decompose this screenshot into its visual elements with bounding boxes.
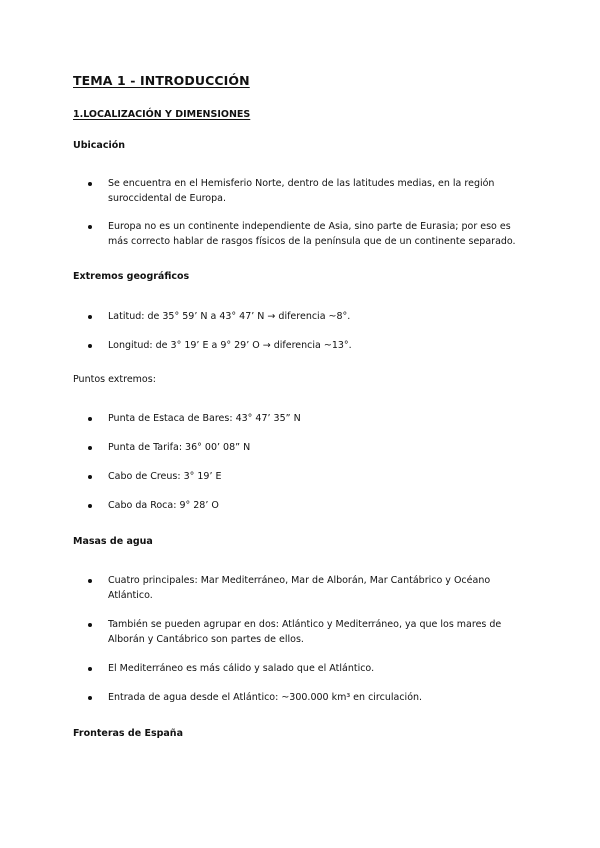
list-item [73,338,533,353]
list-item [73,440,533,455]
list-item-text: Cabo de Creus: 3° 19’ E [108,471,222,482]
extremos-list [73,309,533,353]
list-item [73,469,533,484]
bullet-icon [88,344,92,348]
list-item-text: También se pueden agrupar en dos: Atlántico y Mediterráneo, ya que los mares de Alborán y Cantábrico son partes de ellos. [108,619,502,645]
bullet-icon [88,623,92,627]
bullet-icon [88,446,92,450]
masas-list [73,573,533,705]
list-item-text: El Mediterráneo es más cálido y salado que el Atlántico. [108,663,375,674]
fronteras-heading: Fronteras de España [73,728,183,739]
list-item-text: Longitud: de 3° 19’ E a 9° 29’ O → diferencia ~13°. [108,340,352,351]
list-item [73,219,533,249]
document-title: TEMA 1 - INTRODUCCIÓN [73,73,250,88]
bullet-icon [88,315,92,319]
list-item [73,661,533,676]
puntos-list [73,411,533,513]
bullet-icon [88,504,92,508]
bullet-icon [88,579,92,583]
list-item [73,617,533,647]
puntos-heading: Puntos extremos: [73,374,156,385]
section-title: 1.LOCALIZACIÓN Y DIMENSIONES [73,109,251,120]
ubicacion-list [73,176,533,249]
list-item [73,573,533,603]
masas-heading: Masas de agua [73,536,153,547]
list-item [73,498,533,513]
bullet-icon [88,182,92,186]
list-item-text: Europa no es un continente independiente de Asia, sino parte de Eurasia; por eso es más correcto hablar de rasgos físicos de la península que de un continente separado. [108,221,516,247]
list-item [73,411,533,426]
list-item-text: Se encuentra en el Hemisferio Norte, dentro de las latitudes medias, en la región suroccidental de Europa. [108,178,495,204]
list-item [73,309,533,324]
ubicacion-heading: Ubicación [73,140,125,151]
list-item-text: Cuatro principales: Mar Mediterráneo, Mar de Alborán, Mar Cantábrico y Océano Atlántico. [108,575,491,601]
bullet-icon [88,667,92,671]
list-item-text: Cabo da Roca: 9° 28’ O [108,500,219,511]
bullet-icon [88,417,92,421]
list-item-text: Punta de Estaca de Bares: 43° 47’ 35” N [108,413,301,424]
extremos-heading: Extremos geográficos [73,271,190,282]
list-item-text: Latitud: de 35° 59’ N a 43° 47’ N → diferencia ~8°. [108,311,351,322]
document-body [73,72,533,740]
bullet-icon [88,225,92,229]
bullet-icon [88,475,92,479]
list-item [73,690,533,705]
bullet-icon [88,696,92,700]
list-item-text: Punta de Tarifa: 36° 00’ 08” N [108,442,251,453]
list-item-text: Entrada de agua desde el Atlántico: ~300.000 km³ en circulación. [108,692,423,703]
list-item [73,176,533,206]
